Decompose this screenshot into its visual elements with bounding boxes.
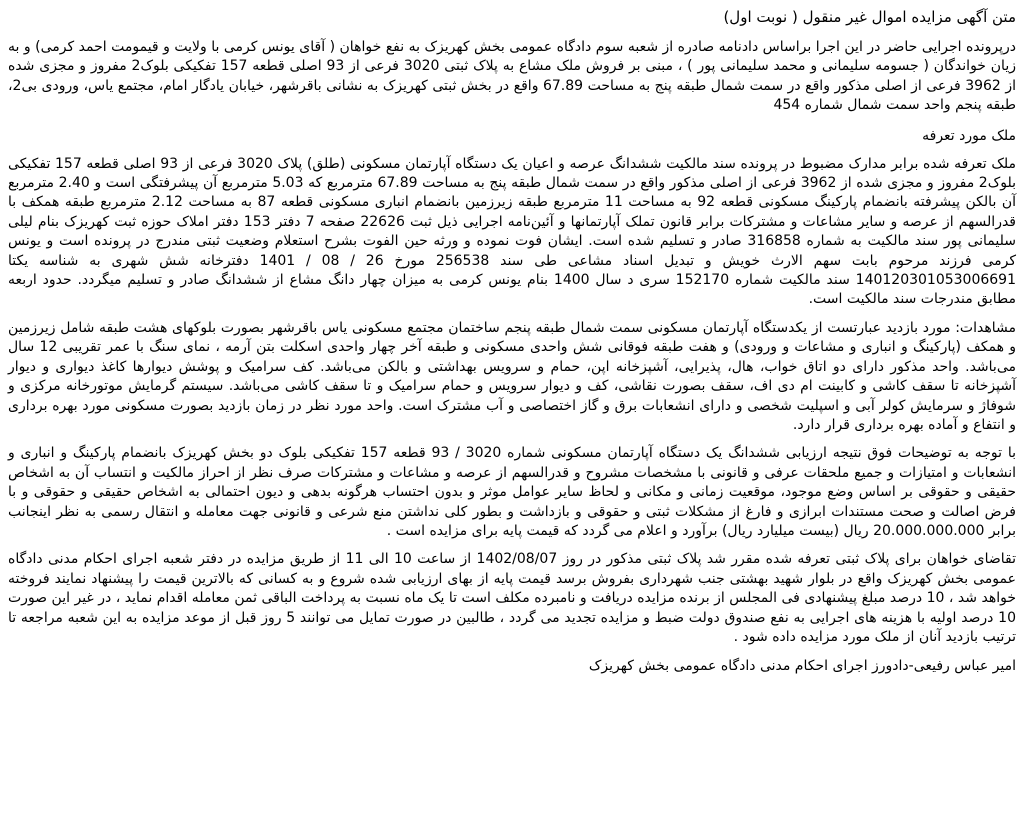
notice-title: متن آگهی مزایده اموال غیر منقول ( نوبت اول): [723, 8, 1016, 26]
property-description-paragraph: ملک تعرفه شده برابر مدارک مضبوط در پرونده سند مالکیت ششدانگ عرصه و اعیان یک دستگاه آپارتمان مسکونی (طلق) پلاک 3020 فرعی از 93 اصلی قطعه 157 تفکیکی بلوک2 مفروز و مجزی شده از 3962 فرعی از اصلی مذکور واقع در سمت شمال طبقه پنج به مساحت 67.89 مترمربع که 5.03 مترمربع آن پیشرفتگی است و 2.40 مترمربع آن بالکن پیشرفته بانضمام پارکینگ مسکونی قطعه 92 به مساحت 11 مترمربع طبقه زیرزمین بانضمام انباری مسکونی قطعه 87 به مساحت 2.12 مترمربع طبقه همکف با قدرالسهم از عرصه و سایر مشاعات و مشترکات برابر قانون تملک آپارتمانها و آئین‌نامه اجرایی ذیل ثبت 22626 صفحه 7 دفتر 153 دفتر املاک حوزه ثبت کهریزک بنام لیلی سلیمانی پور سند مالکیت به شماره 316858 صادر و تسلیم شده است. ایشان فوت نموده و ورثه حین الفوت بشرح استعلام وضعیت ثبتی مندرج در پرونده است و یونس کرمی فرزند مرحوم بابت سهم الارث خویش و تبدیل اسناد مشاعی طی سند 256538 مورخ 26 / 08 / 1401 دفترخانه شش شهری به شناسه یکتا 140120301053006691 سند مالکیت شماره 152170 سری د سال 1400 بنام یونس کرمی به میزان چهار دانگ مشاع از ششدانگ صادر و تسلیم میگردد. حدود اربعه مطابق مندرجات سند مالکیت است.: [8, 155, 1017, 308]
signature-line: امیر عباس رفیعی-دادورز اجرای احکام مدنی دادگاه عمومی بخش کهریزک: [588, 658, 1016, 675]
intro-paragraph: درپرونده اجرایی حاضر در این اجرا براساس دادنامه صادره از شعبه سوم دادگاه عمومی بخش کهریزک به نفع خواهان ( آقای یونس کرمی با ولایت و قیمومت احمد کرمی) و به زیان خواندگان ( جسومه سلیمانی و محمد سلیمانی پور ) ، مبنی بر فروش ملک مشاع به پلاک ثبتی 3020 فرعی از 93 اصلی قطعه 157 تفکیکی بلوک2 مفروز و مجزی شده از 3962 فرعی از اصلی مذکور واقع در سمت شمال طبقه پنج به مساحت 67.89 واقع در بخش ثبتی کهریزک به نشانی باقرشهر، خیابان یادگار امام، مجتمع یاس، ورودی بی2، طبقه پنجم واحد سمت شمال شماره 454: [8, 39, 1016, 114]
valuation-paragraph: با توجه به توضیحات فوق نتیجه ارزیابی ششدانگ یک دستگاه آپارتمان مسکونی شماره 3020 / 93 قطعه 157 تفکیکی بلوک دو بخش کهریزک بانضمام پارکینگ و انباری و انشعابات و امتیازات و جمیع ملحقات عرفی و قانونی با مشخصات مشروح و قدرالسهم از عرصه و مشاعات و مشترکات صرف نظر از احراز مالکیت و انتساب آن به اشخاص حقیقی و حقوقی بر اساس وضع موجود، موقعیت زمانی و مکانی و لحاظ سایر عوامل موثر و بدون احتساب هرگونه بدهی و دیون احتمالی به اشخاص حقیقی و حقوقی و با فرض اصالت و صحت مستندات ابرازی و فارغ از مشکلات ثبتی و حقوقی و بازداشت و بطور کلی نداشتن منع شرعی و قانونی جهت معامله و انتقال رسمی به نظر اینجانب برابر 20.000.000.000 ریال (بیست میلیارد ریال) برآورد و اعلام می گردد که قیمت پایه برای مزایده است .: [8, 445, 1017, 539]
observations-paragraph: مشاهدات: مورد بازدید عبارتست از یکدستگاه آپارتمان مسکونی سمت شمال طبقه پنجم ساختمان مجتمع مسکونی یاس باقرشهر بصورت بلوکهای هشت طبقه شامل زیرزمین و همکف (پارکینگ و انباری و مشاعات و ورودی) و هفت طبقه فوقانی شش واحدی مسکونی و طبقه آخر چهار واحدی اسکلت بتن آرمه ، نمای سنگ با عمر تقریبی 12 سال می‌باشد. واحد مذکور دارای دو اتاق خواب، هال، پذیرایی، آشپزخانه اپن، حمام و سرویس بهداشتی و بالکن می‌باشد. کف سرامیک و پوشش دیوارها کاغذ دیواری و دیوار آشپزخانه تا سقف کاشی و کابینت ام دی اف، سقف بصورت نقاشی، کف و دیوار سرویس و حمام سرامیک و تا سقف کاشی می‌باشد. سیستم گرمایش موتورخانه مرکزی و شوفاژ و سرمایش کولر آبی و اسپلیت شخصی و دارای انشعابات برق و گاز اختصاصی و آب مشترک است. واحد مورد نظر در زمان بازدید بصورت مسکونی مورد بهره برداری و انتفاع و آماده بهره برداری قرار دارد.: [8, 319, 1016, 433]
auction-terms-paragraph: تقاضای خواهان برای پلاک ثبتی تعرفه شده مقرر شد پلاک ثبتی مذکور در روز 1402/08/07 از ساعت 10 الی 11 از طریق مزایده در دفتر شعبه اجرای احکام مدنی دادگاه عمومی بخش کهریزک واقع در بلوار شهید بهشتی جنب شهرداری بفروش برسد قیمت پایه از بهای ارزیابی شده شروع و به کسانی که بالاترین قیمت را پیشنهاد نمایند فروخته خواهد شد ، 10 درصد مبلغ پیشنهادی فی المجلس از برنده مزایده دریافت و نامبرده مکلف است تا یک ماه نسبت به پرداخت الباقی ثمن معامله اقدام نماید ، در غیر این صورت 10 درصد اولیه با هزینه های اجرایی به نفع صندوق دولت ضبط و مزایده تجدید می گردد ، طالبین در صورت تمایل می توانند 5 روز قبل از موعد مزایده به این شعبه مراجعه تا ترتیب بازدید آنان از ملک مورد مزایده داده شود .: [8, 551, 1016, 645]
section-heading: ملک مورد تعرفه: [922, 127, 1016, 144]
